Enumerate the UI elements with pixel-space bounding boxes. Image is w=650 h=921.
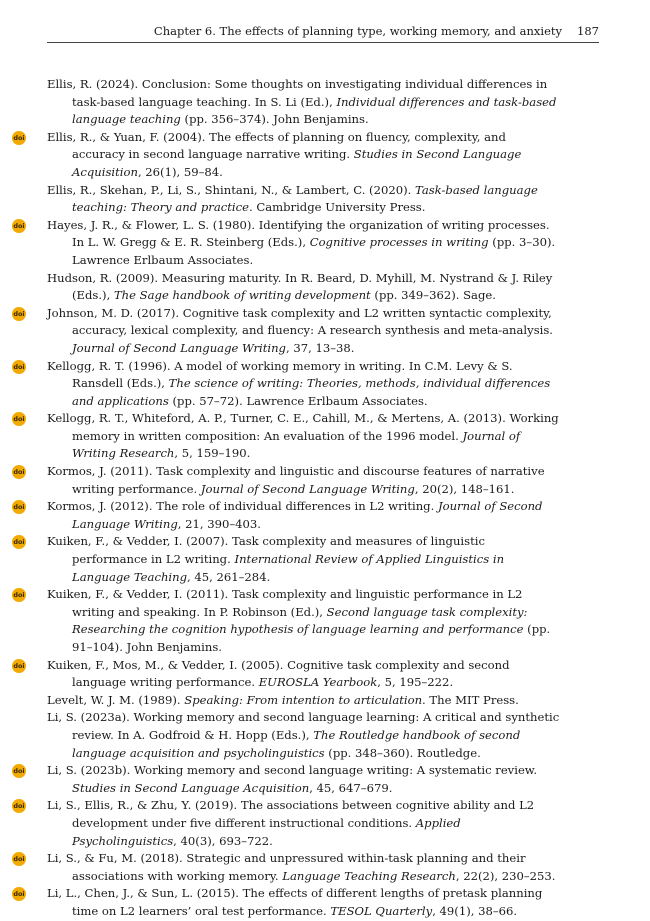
- reference-entry: [13, 498, 562, 533]
- reference-text: , 5, 195–222.: [377, 675, 454, 690]
- reference-text: (pp. 349–362). Sage.: [370, 288, 496, 303]
- doi-link-icon[interactable]: doi: [12, 852, 26, 866]
- reference-text: (pp. 356–374). John Benjamins.: [180, 112, 369, 127]
- reference-text: (pp. 57–72). Lawrence Erlbaum Associates.: [168, 393, 428, 408]
- reference-text: Li, S., Ellis, R., & Zhu, Y. (2019). The associations between cognitive ability and L2 development under five different instructional conditions.: [47, 798, 535, 830]
- doi-link-icon[interactable]: doi: [12, 535, 26, 549]
- doi-link-icon[interactable]: doi: [12, 465, 26, 479]
- reference-title: The Sage handbook of writing development: [113, 288, 371, 303]
- doi-link-icon[interactable]: doi: [12, 131, 26, 145]
- reference-text: , 45, 647–679.: [309, 780, 393, 795]
- reference-text: (pp. 91–104). John Benjamins.: [72, 622, 551, 654]
- reference-entry: [47, 709, 562, 762]
- doi-link-icon[interactable]: doi: [12, 659, 26, 673]
- reference-title: TESOL Quarterly: [330, 903, 433, 918]
- reference-text: , 26(1), 59–84.: [137, 164, 223, 179]
- reference-entry: [13, 797, 562, 850]
- reference-title: Studies in Second Language Acquisition: [72, 147, 522, 179]
- reference-entry: [13, 410, 562, 463]
- reference-text: Kellogg, R. T. (1996). A model of working memory in writing. In C.M. Levy & S. Ransdell (Eds.),: [47, 358, 513, 391]
- doi-link-icon[interactable]: doi: [12, 500, 26, 514]
- reference-entry: [13, 850, 562, 885]
- reference-entry: [13, 586, 562, 656]
- reference-text: , 22(2), 230–253.: [455, 868, 556, 883]
- reference-entry: [47, 692, 562, 710]
- doi-link-icon[interactable]: doi: [12, 219, 26, 233]
- reference-text: , 37, 13–38.: [285, 340, 355, 355]
- running-head: Chapter 6. The effects of planning type, working memory, and anxiety: [153, 24, 562, 38]
- reference-title: Journal of Second Language Writing: [72, 499, 543, 531]
- reference-text: , 5, 159–190.: [174, 446, 251, 461]
- reference-text: Ellis, R., & Yuan, F. (2004). The effects of planning on fluency, complexity, and accuracy in second language narrative writing.: [47, 129, 506, 162]
- reference-entry: [13, 358, 562, 411]
- reference-text: Li, S. (2023a). Working memory and second language learning: A critical and synthetic review. In A. Godfroid & H. Hopp (Eds.),: [47, 710, 560, 742]
- reference-entry: [13, 885, 562, 920]
- reference-text: Li, S., & Fu, M. (2018). Strategic and unpressured within-task planning and their associations with working memory.: [47, 851, 526, 883]
- reference-title: EUROSLA Yearbook: [258, 675, 378, 690]
- reference-entry: [47, 270, 562, 305]
- doi-link-icon[interactable]: doi: [12, 412, 26, 426]
- reference-list: [13, 76, 562, 921]
- reference-title: Applied Psycholinguistics: [72, 815, 461, 848]
- doi-link-icon[interactable]: doi: [12, 799, 26, 813]
- reference-entry: [47, 182, 562, 217]
- reference-text: Kuiken, F., & Vedder, I. (2011). Task complexity and linguistic performance in L2 writing and speaking. In P. Robinson (Ed.),: [47, 587, 523, 619]
- reference-text: (pp. 348–360). Routledge.: [324, 745, 481, 760]
- reference-text: Ellis, R., Skehan, P., Li, S., Shintani, N., & Lambert, C. (2020).: [47, 182, 415, 197]
- reference-title: Studies in Second Language Acquisition: [72, 780, 310, 795]
- page-header: [47, 22, 599, 43]
- reference-text: . Cambridge University Press.: [248, 200, 426, 215]
- reference-text: Kuiken, F., Mos, M., & Vedder, I. (2005). Cognitive task complexity and second language writing performance.: [47, 657, 510, 690]
- reference-text: Hayes, J. R., & Flower, L. S. (1980). Identifying the organization of writing processes. In L. W. Gregg & E. R. Steinberg (Eds.),: [47, 217, 550, 250]
- reference-entry: [13, 762, 562, 797]
- reference-entry: [13, 217, 562, 270]
- reference-text: Li, S. (2023b). Working memory and second language writing: A systematic review.: [47, 763, 538, 778]
- reference-text: Johnson, M. D. (2017). Cognitive task complexity and L2 written syntactic complexity, accuracy, lexical complexity, and fluency: A research synthesis and meta-analysis.: [47, 305, 553, 338]
- reference-entry: [13, 657, 562, 692]
- reference-text: Kormos, J. (2012). The role of individual differences in L2 writing.: [47, 499, 438, 514]
- doi-link-icon[interactable]: doi: [12, 764, 26, 778]
- reference-title: Language Teaching Research: [282, 868, 456, 883]
- reference-entry: [13, 533, 562, 586]
- reference-text: , 40(3), 693–722.: [173, 833, 273, 848]
- reference-entry: [13, 463, 562, 498]
- reference-title: The Routledge handbook of second language acquisition and psycholinguistics: [72, 727, 521, 760]
- reference-title: Task-based language teaching: Theory and practice: [72, 182, 538, 215]
- reference-text: Kormos, J. (2011). Task complexity and linguistic and discourse features of narrative writing performance.: [47, 464, 545, 496]
- page-number: 187: [577, 24, 599, 38]
- reference-title: Speaking: From intention to articulation: [184, 692, 423, 707]
- reference-text: (pp. 3–30). Lawrence Erlbaum Associates.: [72, 235, 556, 267]
- reference-text: , 21, 390–403.: [177, 516, 261, 531]
- reference-title: Second language task complexity: Researching the cognition hypothesis of language learning and performance: [72, 604, 528, 637]
- reference-title: Journal of Second Language Writing: [72, 340, 286, 355]
- reference-text: Hudson, R. (2009). Measuring maturity. In R. Beard, D. Myhill, M. Nystrand & J. Riley (Eds.),: [47, 270, 553, 303]
- reference-text: Levelt, W. J. M. (1989).: [47, 692, 185, 707]
- reference-title: International Review of Applied Linguistics in Language Teaching: [72, 552, 505, 584]
- reference-entry: [13, 129, 562, 182]
- reference-entry: [13, 305, 562, 358]
- reference-text: Ellis, R. (2024). Conclusion: Some thoughts on investigating individual differences in task-based language teaching. In S. Li (Ed.),: [47, 77, 548, 109]
- reference-text: Kellogg, R. T., Whiteford, A. P., Turner, C. E., Cahill, M., & Mertens, A. (2013). Working memory in written composition: An evaluation of the 1996 model.: [47, 411, 559, 443]
- reference-text: , 49(1), 38–66.: [432, 903, 518, 918]
- reference-text: . The MIT Press.: [422, 692, 519, 707]
- reference-title: The science of writing: Theories, methods, individual differences and applications: [72, 376, 551, 408]
- reference-text: Li, L., Chen, J., & Sun, L. (2015). The effects of different lengths of pretask planning time on L2 learners’ oral test performance.: [47, 886, 543, 918]
- reference-title: Journal of Second Language Writing: [200, 481, 415, 496]
- reference-entry: [47, 76, 562, 129]
- reference-text: Kuiken, F., & Vedder, I. (2007). Task complexity and measures of linguistic performance in L2 writing.: [47, 534, 485, 567]
- doi-link-icon[interactable]: doi: [12, 307, 26, 321]
- reference-text: , 20(2), 148–161.: [414, 481, 515, 496]
- reference-text: , 45, 261–284.: [187, 569, 271, 584]
- reference-title: Individual differences and task-based language teaching: [72, 94, 557, 127]
- doi-link-icon[interactable]: doi: [12, 588, 26, 602]
- reference-title: Journal of Writing Research: [72, 428, 521, 461]
- reference-title: Cognitive processes in writing: [309, 235, 489, 250]
- doi-link-icon[interactable]: doi: [12, 887, 26, 901]
- doi-link-icon[interactable]: doi: [12, 360, 26, 374]
